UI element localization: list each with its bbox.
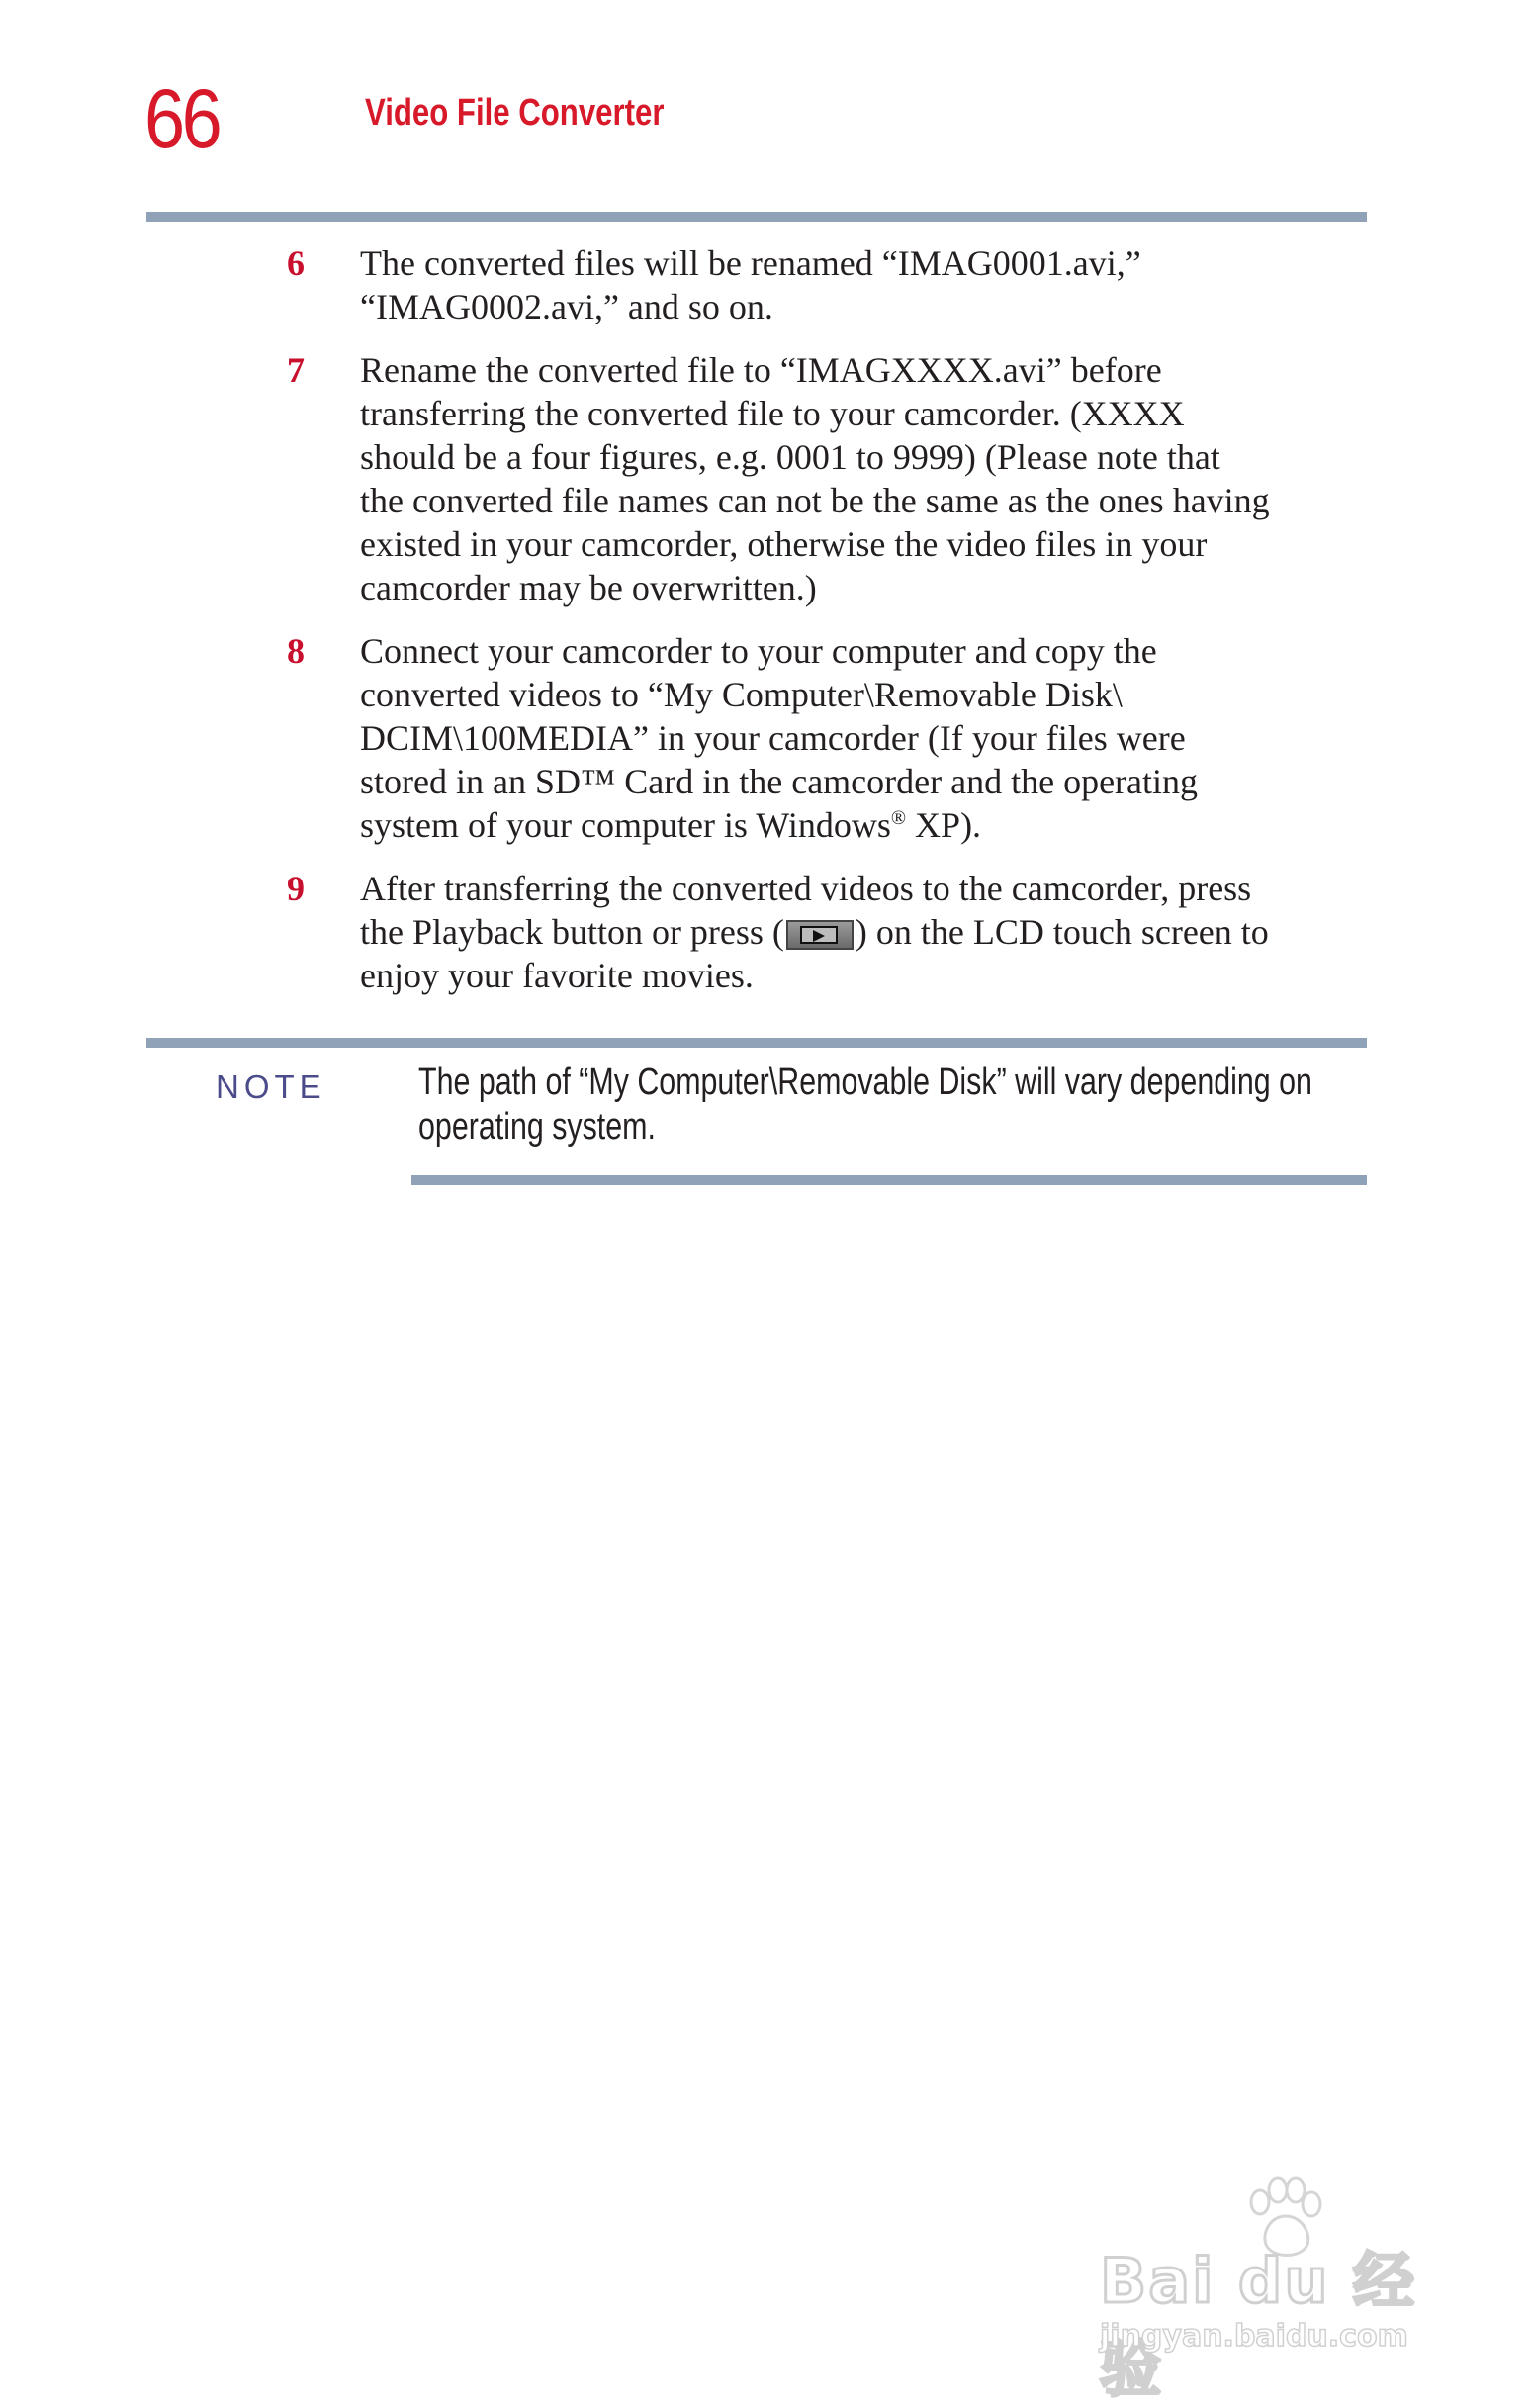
step-9 <box>277 867 1375 997</box>
page-number: 66 <box>144 72 220 165</box>
step-text: The converted files will be renamed “IMAG0001.avi,” “IMAG0002.avi,” and so on. <box>360 243 1141 326</box>
note-top-divider <box>146 1038 1367 1048</box>
step-list <box>277 241 1375 1017</box>
step-6 <box>277 241 1375 328</box>
step-8 <box>277 629 1375 847</box>
header-divider <box>146 212 1367 222</box>
step-text <box>360 867 1375 997</box>
watermark <box>1100 2173 1456 2405</box>
step-text-tail: ) on the LCD touch screen to enjoy your favorite movies. <box>360 912 1269 995</box>
step-number: 6 <box>287 243 305 283</box>
note-bottom-divider <box>411 1175 1367 1185</box>
watermark-url: jingyan.baidu.com <box>1100 2319 1408 2354</box>
step-number: 9 <box>287 869 305 908</box>
step-text-main: Connect your camcorder to your computer and copy the converted videos to “My Computer\Removable Disk\ DCIM\100MEDIA” in your camcorder (If your files were stored in an SD™ Card in the camcorder and the operating system of your computer is Windows <box>360 631 1199 845</box>
step-7 <box>277 348 1375 609</box>
step-text-tail: XP). <box>906 805 982 845</box>
step-number: 8 <box>287 631 305 671</box>
step-number: 7 <box>287 350 305 390</box>
watermark-brand: Bai du 经验 <box>1100 2245 1417 2405</box>
playback-icon <box>786 920 854 950</box>
step-text-main: After transferring the converted videos to the camcorder, press the Playback button or press ( <box>360 869 1252 952</box>
note-text: The path of “My Computer\Removable Disk” will vary depending on operating system. <box>418 1062 1312 1148</box>
chapter-title: Video File Converter <box>365 92 665 134</box>
step-text: Rename the converted file to “IMAGXXXX.avi” before transferring the converted file to your camcorder. (XXXX should be a four figures, e.g. 0001 to 9999) (Please note that the converted file names can not be the same as the ones having existed in your camcorder, otherwise the video files in your camcorder may be overwritten.) <box>360 350 1270 607</box>
note-label: NOTE <box>216 1068 326 1105</box>
registered-mark: ® <box>890 807 907 829</box>
step-text <box>360 629 1375 847</box>
